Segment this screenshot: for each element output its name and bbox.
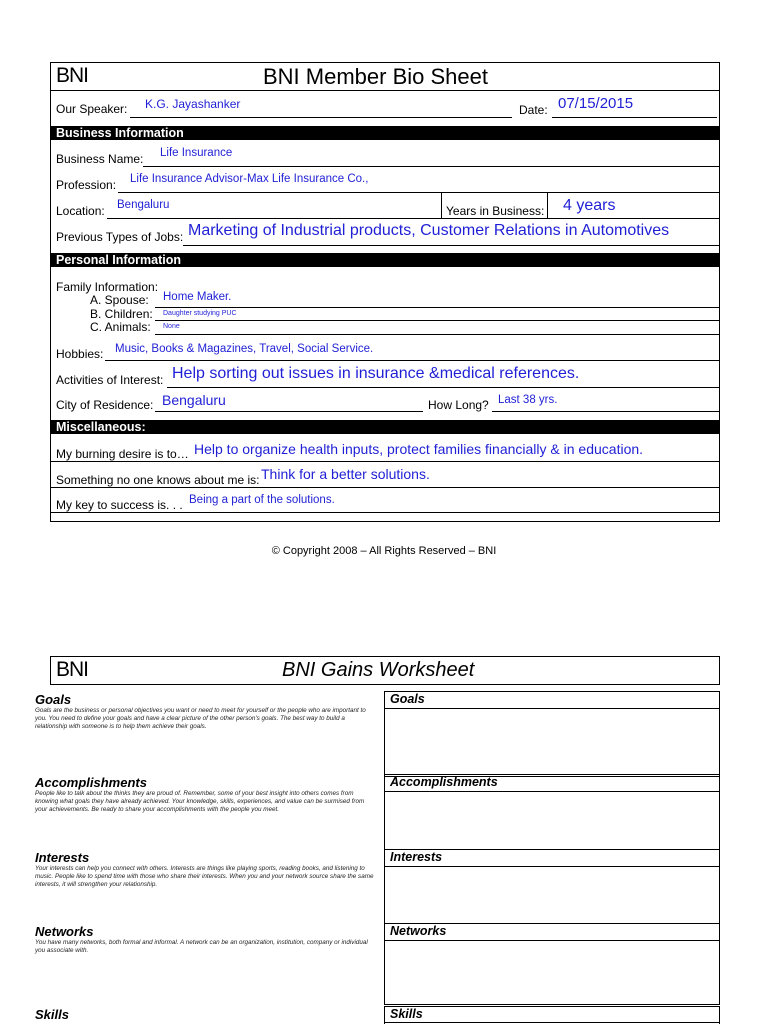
divider <box>51 90 719 91</box>
interests-heading: Interests <box>35 850 90 865</box>
divider <box>107 218 719 219</box>
city-label: City of Residence: <box>56 398 154 412</box>
how-long-field[interactable]: Last 38 yrs. <box>498 394 558 406</box>
burning-label: My burning desire is to… <box>56 447 189 461</box>
divider <box>51 487 719 488</box>
goals-box-heading: Goals <box>390 692 425 706</box>
date-label: Date: <box>519 103 548 117</box>
key-field[interactable]: Being a part of the solutions. <box>189 494 335 506</box>
location-field[interactable]: Bengaluru <box>117 199 170 211</box>
skills-heading: Skills <box>35 1007 69 1022</box>
divider <box>384 708 720 709</box>
gains-title: BNI Gains Worksheet <box>282 659 475 681</box>
business-name-field[interactable]: Life Insurance <box>160 147 233 159</box>
activities-label: Activities of Interest: <box>56 373 164 387</box>
accomplishments-heading: Accomplishments <box>35 775 147 790</box>
skills-box-heading: Skills <box>390 1007 423 1021</box>
divider <box>105 360 719 361</box>
divider <box>441 192 442 218</box>
business-name-label: Business Name: <box>56 152 144 166</box>
accomplishments-box-heading: Accomplishments <box>390 775 498 789</box>
goals-box[interactable] <box>384 691 720 777</box>
divider <box>384 791 720 792</box>
misc-header: Miscellaneous: <box>51 420 719 434</box>
divider <box>155 320 719 321</box>
prev-jobs-label: Previous Types of Jobs: <box>56 230 184 244</box>
date-field[interactable]: 07/15/2015 <box>558 95 634 112</box>
speaker-field[interactable]: K.G. Jayashanker <box>145 97 241 111</box>
profession-field[interactable]: Life Insurance Advisor-Max Life Insurance Co., <box>130 173 369 185</box>
hobbies-field[interactable]: Music, Books & Magazines, Travel, Social Service. <box>115 343 374 355</box>
animals-label: C. Animals: <box>90 320 151 334</box>
prev-jobs-field[interactable]: Marketing of Industrial products, Customer Relations in Automotives <box>188 222 670 239</box>
copyright: © Copyright 2008 – All Rights Reserved – BNI <box>271 545 497 557</box>
networks-box-heading: Networks <box>390 924 447 938</box>
interests-description: Your interests can help you connect with others. Interests are things like playing sports, reading books, and listening to music. People like to spend time with those who share their interests. When you and your network source share the same interests, it will strengthen your relationship. <box>35 865 374 888</box>
divider <box>155 411 423 412</box>
bni-logo: BNI <box>56 64 89 87</box>
activities-field[interactable]: Help sorting out issues in insurance &medical references. <box>172 365 580 382</box>
divider <box>547 192 548 218</box>
date-underline <box>552 117 717 118</box>
divider <box>384 866 720 867</box>
goals-description: Goals are the business or personal objectives you want or need to meet for yourself or the people who are important to you. You need to define your goals and have a clear picture of the other person's goals. The best way to build a relationship with someone is to help them achieve their goals. <box>35 707 366 730</box>
goals-heading: Goals <box>35 692 72 707</box>
family-label: Family Information: <box>56 280 159 294</box>
business-info-header: Business Information <box>51 126 719 140</box>
spouse-label: A. Spouse: <box>90 293 149 307</box>
city-field[interactable]: Bengaluru <box>162 392 226 408</box>
divider <box>492 411 719 412</box>
spouse-field[interactable]: Home Maker. <box>163 291 232 303</box>
something-label: Something no one knows about me is: <box>56 473 260 487</box>
burning-field[interactable]: Help to organize health inputs, protect families financially & in education. <box>194 441 644 457</box>
personal-info-header: Personal Information <box>51 253 719 267</box>
divider <box>51 461 719 462</box>
location-label: Location: <box>56 204 105 218</box>
animals-field[interactable]: None <box>163 323 180 330</box>
bni-logo-gains: BNI <box>56 658 89 681</box>
networks-heading: Networks <box>35 924 94 939</box>
years-field[interactable]: 4 years <box>563 197 616 214</box>
speaker-underline <box>130 117 512 118</box>
divider <box>384 940 720 941</box>
divider <box>143 166 719 167</box>
key-label: My key to success is. . . <box>56 498 183 512</box>
something-field[interactable]: Think for a better solutions. <box>261 466 430 482</box>
children-field[interactable]: Daughter studying PUC <box>163 310 237 317</box>
profession-label: Profession: <box>56 178 117 192</box>
divider <box>384 1022 720 1023</box>
accomplishments-description: People like to talk about the thinks they are proud of. Remember, some of your best insight into others comes from knowing what goals they have already achieved. Your knowledge, skills, experiences, and value can be surmised from your achievements. Be ready to share your accomplishments with the people you meet. <box>35 790 365 813</box>
page-title: BNI Member Bio Sheet <box>263 64 488 89</box>
interests-box-heading: Interests <box>390 850 443 864</box>
years-label: Years in Business: <box>446 204 545 218</box>
divider <box>51 512 719 513</box>
children-label: B. Children: <box>90 307 153 321</box>
divider <box>118 192 719 193</box>
divider <box>155 334 719 335</box>
divider <box>167 387 719 388</box>
divider <box>183 245 719 246</box>
divider <box>155 307 719 308</box>
hobbies-label: Hobbies: <box>56 347 104 361</box>
how-long-label: How Long? <box>428 398 489 412</box>
speaker-label: Our Speaker: <box>56 102 128 116</box>
networks-description: You have many networks, both formal and informal. A network can be an organization, institution, company or individual you associate with. <box>35 939 368 954</box>
